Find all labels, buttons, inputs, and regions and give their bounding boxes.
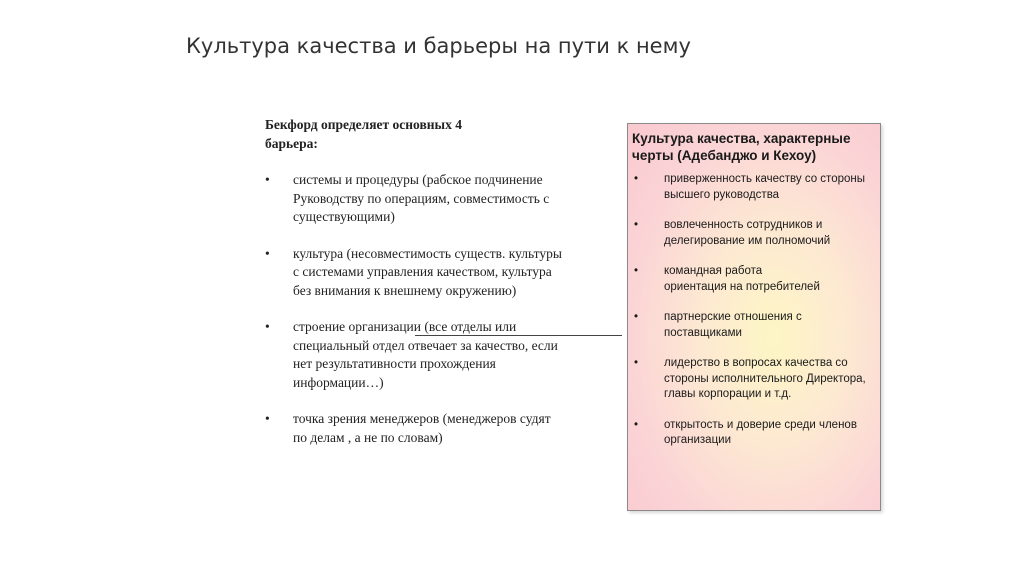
trait-text: ориентация на потребителей <box>664 280 820 293</box>
bullet-icon: • <box>634 173 639 185</box>
trait-item <box>632 218 872 249</box>
bullet-icon: • <box>634 418 639 431</box>
barriers-heading: Бекфорд определяет основных 4 барьера: <box>265 117 462 151</box>
barrier-item <box>265 318 565 392</box>
quality-culture-list <box>632 172 872 449</box>
trait-text: открытость и доверие среди членов организации <box>664 418 857 446</box>
bullet-icon: • <box>265 172 270 187</box>
bullet-icon: • <box>634 357 639 369</box>
bullet-icon: • <box>265 245 270 261</box>
bullet-icon: • <box>265 319 270 334</box>
bullet-icon: • <box>265 411 270 426</box>
bullet-icon: • <box>634 311 639 323</box>
trait-text: приверженность качеству со стороны высшего руководства <box>664 173 866 201</box>
barrier-item <box>265 171 565 227</box>
barrier-text: точка зрения менеджеров (менеджеров судят по делам , а не по словам) <box>293 411 551 445</box>
barrier-item <box>265 245 565 301</box>
trait-item <box>632 356 872 403</box>
trait-text: вовлеченность сотрудников и делегирование им полномочий <box>664 219 831 247</box>
barrier-text: строение организации (все отделы или специальный отдел отвечает за качество, если нет результативности прохождения информации…) <box>293 319 558 390</box>
trait-item <box>632 264 872 280</box>
quality-culture-box <box>627 123 881 511</box>
bullet-icon: • <box>634 219 639 231</box>
trait-text: командная работа <box>664 265 763 277</box>
trait-item <box>632 280 872 296</box>
trait-item <box>632 310 872 341</box>
barrier-text: культура (несовместимость существ. культуры с системами управления качеством, культура без внимания к внешнему окружению) <box>293 245 562 298</box>
trait-item <box>632 418 872 449</box>
trait-item <box>632 172 872 203</box>
barrier-text: системы и процедуры (рабское подчинение Руководству по операциям, совместимость с существующими) <box>293 172 550 224</box>
barrier-item <box>265 410 565 447</box>
slide-title: Культура качества и барьеры на пути к нему <box>186 34 691 58</box>
quality-culture-heading: Культура качества, характерные черты (Адебанджо и Кехоу) <box>632 131 851 163</box>
trait-text: лидерство в вопросах качества со стороны исполнительного Директора, главы корпорации и т.д. <box>664 357 866 400</box>
trait-text: партнерские отношения с поставщиками <box>664 311 802 339</box>
bullet-icon: • <box>634 265 639 277</box>
barriers-column <box>265 116 565 465</box>
divider-line <box>415 335 622 336</box>
